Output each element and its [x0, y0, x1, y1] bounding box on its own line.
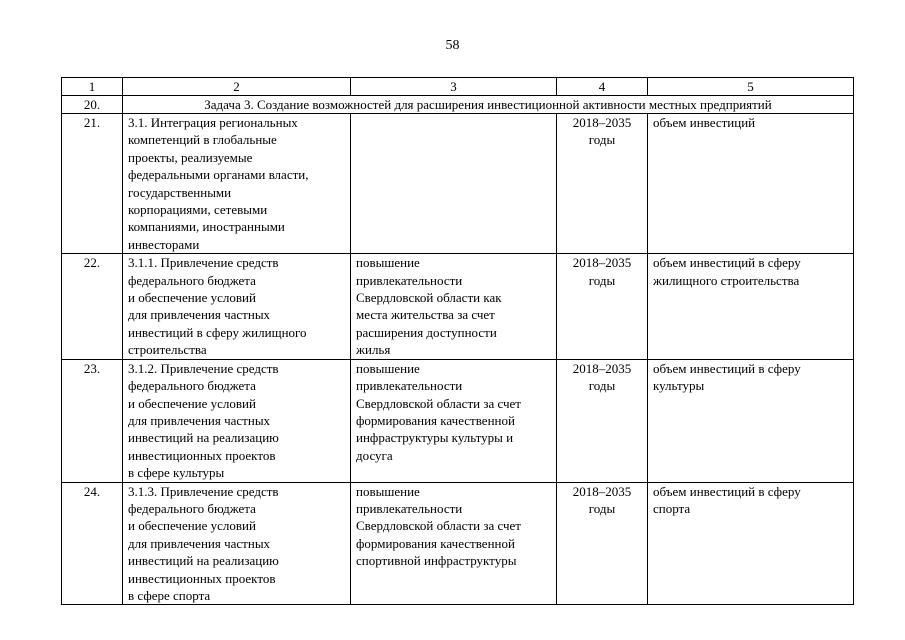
row-number-cell: 22.: [62, 254, 123, 359]
column-number-row: [62, 78, 854, 96]
table-row: [62, 359, 854, 482]
result-cell: [351, 114, 557, 254]
activity-cell: 3.1.1. Привлечение средств федерального бюджета и обеспечение условий для привлечения частных инвестиций в сферу жилищного строительства: [123, 254, 351, 359]
activity-cell: 3.1.2. Привлечение средств федерального бюджета и обеспечение условий для привлечения частных инвестиций на реализацию инвестиционных проектов в сфере культуры: [123, 359, 351, 482]
column-number-cell: 4: [557, 78, 648, 96]
row-number-cell: 23.: [62, 359, 123, 482]
table-row: [62, 482, 854, 605]
indicator-cell: объем инвестиций: [648, 114, 854, 254]
document-table: [61, 77, 854, 605]
indicator-cell: объем инвестиций в сферу жилищного строительства: [648, 254, 854, 359]
row-number-cell: 21.: [62, 114, 123, 254]
period-cell: 2018–2035 годы: [557, 482, 648, 605]
indicator-cell: объем инвестиций в сферу культуры: [648, 359, 854, 482]
task-title-cell: Задача 3. Создание возможностей для расширения инвестиционной активности местных предприятий: [123, 96, 854, 114]
column-number-cell: 1: [62, 78, 123, 96]
row-number-cell: 20.: [62, 96, 123, 114]
table-row: [62, 114, 854, 254]
table-row: [62, 254, 854, 359]
period-cell: 2018–2035 годы: [557, 254, 648, 359]
indicator-cell: объем инвестиций в сферу спорта: [648, 482, 854, 605]
column-number-cell: 2: [123, 78, 351, 96]
column-number-cell: 5: [648, 78, 854, 96]
result-cell: повышение привлекательности Свердловской области за счет формирования качественной спортивной инфраструктуры: [351, 482, 557, 605]
task-row: [62, 96, 854, 114]
result-cell: повышение привлекательности Свердловской области как места жительства за счет расширения доступности жилья: [351, 254, 557, 359]
result-cell: повышение привлекательности Свердловской области за счет формирования качественной инфраструктуры культуры и досуга: [351, 359, 557, 482]
period-cell: 2018–2035 годы: [557, 114, 648, 254]
row-number-cell: 24.: [62, 482, 123, 605]
activity-cell: 3.1.3. Привлечение средств федерального бюджета и обеспечение условий для привлечения частных инвестиций на реализацию инвестиционных проектов в сфере спорта: [123, 482, 351, 605]
period-cell: 2018–2035 годы: [557, 359, 648, 482]
page-number: 58: [445, 38, 460, 53]
activity-cell: 3.1. Интеграция региональных компетенций в глобальные проекты, реализуемые федеральными органами власти, государственными корпорациями, сетевыми компаниями, иностранными инвесторами: [123, 114, 351, 254]
column-number-cell: 3: [351, 78, 557, 96]
